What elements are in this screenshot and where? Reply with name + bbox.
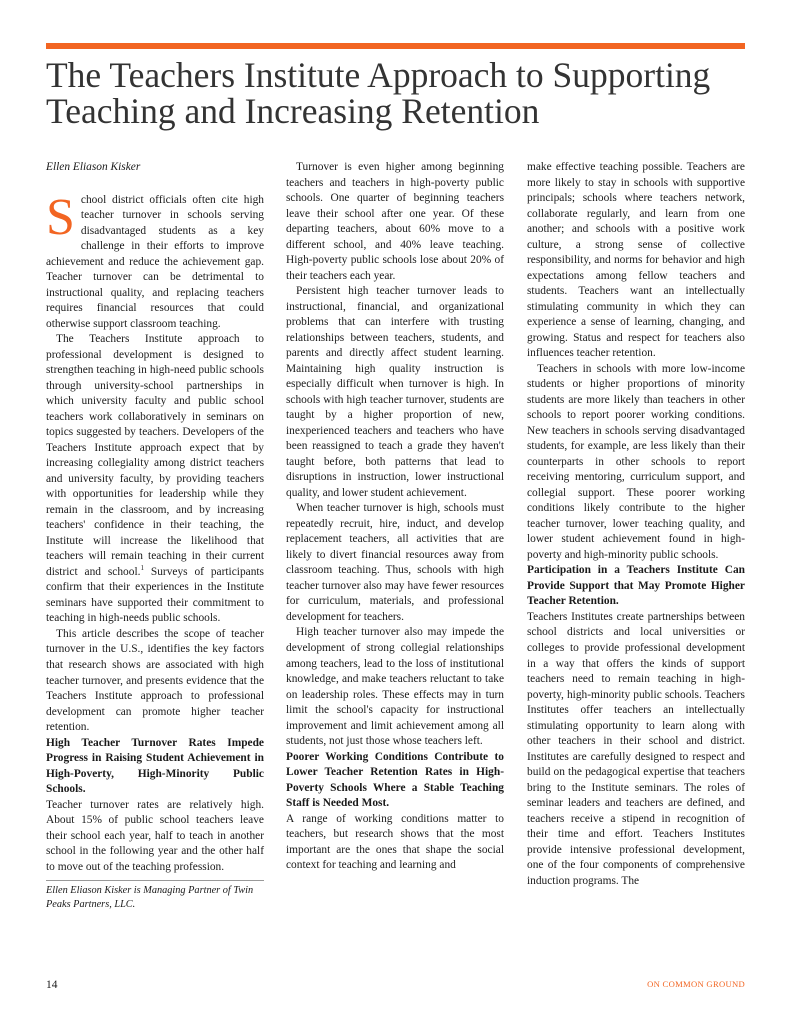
drop-cap: S (46, 188, 75, 246)
paragraph: Turnover is even higher among beginning teachers and teachers in high-poverty public schools. One quarter of beginning teachers leave their school after one year. Of these departing teachers, about 60% move to a different school, and 40% leave teaching. High-poverty public schools lose about 20% of their teachers each year. (286, 161, 504, 282)
paragraph: Teacher turnover rates are relatively high. About 15% of public school teachers leave their school each year, half to teach in another school in the following year and the other half to move out of the teaching profession. (46, 798, 264, 873)
paragraph: Teachers Institutes create partnerships between school districts and local universities or colleges to provide professional development in a way that offers the kinds of support teachers need to remain teaching in high-poverty, high-minority public schools. Teachers Institutes offer teachers an intellectually stimulating opportunity to learn along with other teachers in their school and district. Institutes are carefully designed to respect and build on the pedagogical expertise that teachers bring to the Institute seminars. The roles of seminar leaders and teachers are defined, and teachers receive a stipend in recognition of their time and effort. Teachers Institutes provide intensive professional development, one of the four components of comprehensive induction programs. The (527, 610, 745, 887)
article-title: The Teachers Institute Approach to Supporting Teaching and Increasing Retention (46, 55, 711, 131)
paragraph (46, 188, 264, 333)
paragraph: This article describes the scope of teacher turnover in the U.S., identifies the key factors that research shows are associated with high teacher turnover, and presents evidence that the Teachers Institute approach to professional development can promote higher teacher retention. (46, 627, 264, 734)
paragraph-text: Surveys of participants confirm that their experiences in the Institute seminars have supported their commitment to teaching in high-needs public schools. (46, 565, 264, 625)
paragraph: High teacher turnover also may impede the development of strong collegial relationships among teachers, lead to the loss of institutional knowledge, and make teachers reluctant to take on leadership roles. These effects may in turn limit the school's capacity for instructional improvement and limit achievement among all students, not just those whose teachers left. (286, 626, 504, 748)
column-3 (527, 160, 745, 889)
journal-name: ON COMMON GROUND (647, 979, 745, 989)
section-heading: High Teacher Turnover Rates Impede Progress in Raising Student Achievement in High-Poverty, High-Minority Public Schools. (46, 736, 264, 796)
bio-divider (46, 880, 264, 881)
paragraph-text: The Teachers Institute approach to professional development is designed to strengthen teaching in high-need public schools through university-school partnerships in which university faculty and public school teachers work collaboratively in seminars on topics suggested by teachers. Developers of the Teachers Institute approach expect that by increasing collegiality among district teachers and university faculty, by providing teachers with opportunities for leadership while they remain in the classroom, and by increasing teachers' confidence in their teaching, the Institute will increase the likelihood that teachers will remain teaching in their current district and school. (46, 333, 264, 578)
paragraph: A range of working conditions matter to teachers, but research shows that the most important are the ones that shape the social context for teaching and learning and (286, 812, 504, 872)
section-heading: Poorer Working Conditions Contribute to Lower Teacher Retention Rates in High-Poverty Schools Where a Stable Teaching Staff is Needed Most. (286, 750, 504, 810)
section-heading: Participation in a Teachers Institute Can Provide Support that May Promote Higher Teacher Retention. (527, 564, 745, 608)
paragraph: Teachers in schools with more low-income students or higher proportions of minority students are more likely than teachers in other schools to report poorer working conditions. New teachers in schools serving disadvantaged students, for example, are less likely than their counterparts in other schools to report receiving mentoring, curriculum support, and collegial support. These poorer working conditions likely contribute to the higher teacher turnover, lower teaching quality, and lower student achievement found in high-poverty and high-minority public schools. (527, 362, 745, 561)
paragraph: Persistent high teacher turnover leads to instructional, financial, and organizational problems that can interfere with trusting relationships between teachers, students, and parents and directly affect student learning. Maintaining high quality instruction is especially difficult when turnover is high. In schools with high teacher turnover, students are taught by a higher proportion of new, inexperienced teachers and teachers who have been reassigned to teach a grade they haven't taught before, both patterns that lead to disruptions in instruction, lower instructional quality, and lower student achievement. (286, 285, 504, 499)
paragraph: When teacher turnover is high, schools must repeatedly recruit, hire, induct, and develop replacement teachers, all activities that are likely to divert financial resources away from classroom teaching. Thus, schools with high teacher turnover also may have fewer resources for curriculum, materials, and professional development for teachers. (286, 502, 504, 623)
paragraph (46, 332, 264, 627)
column-2 (286, 160, 504, 874)
column-1 (46, 160, 264, 912)
paragraph-text: chool district officials often cite high teacher turnover in schools serving disadvantaged students as a key challenge in their efforts to improve achievement and reduce the achievement gap. Teacher turnover can be detrimental to instructional quality, and replacing teachers requires financial resources that could otherwise support classroom teaching. (46, 193, 264, 330)
author-byline: Ellen Eliason Kisker (46, 161, 141, 173)
footnote-ref: 1 (140, 564, 144, 573)
paragraph: make effective teaching possible. Teachers are more likely to stay in schools with supportive principals; schools where teachers network, collaborate regularly, and learn from one another; and schools with a positive work culture, a strong sense of collective responsibility, and norms for behavior and high expectations among fellow teachers and students. Teachers want an intellectually stimulating community in which they can experience a sense of learning, changing, and growing. Status and respect for teachers also influences teacher retention. (527, 161, 745, 360)
page-number: 14 (46, 979, 58, 991)
header-rule (46, 43, 745, 49)
author-bio: Ellen Eliason Kisker is Managing Partner of Twin Peaks Partners, LLC. (46, 885, 254, 911)
